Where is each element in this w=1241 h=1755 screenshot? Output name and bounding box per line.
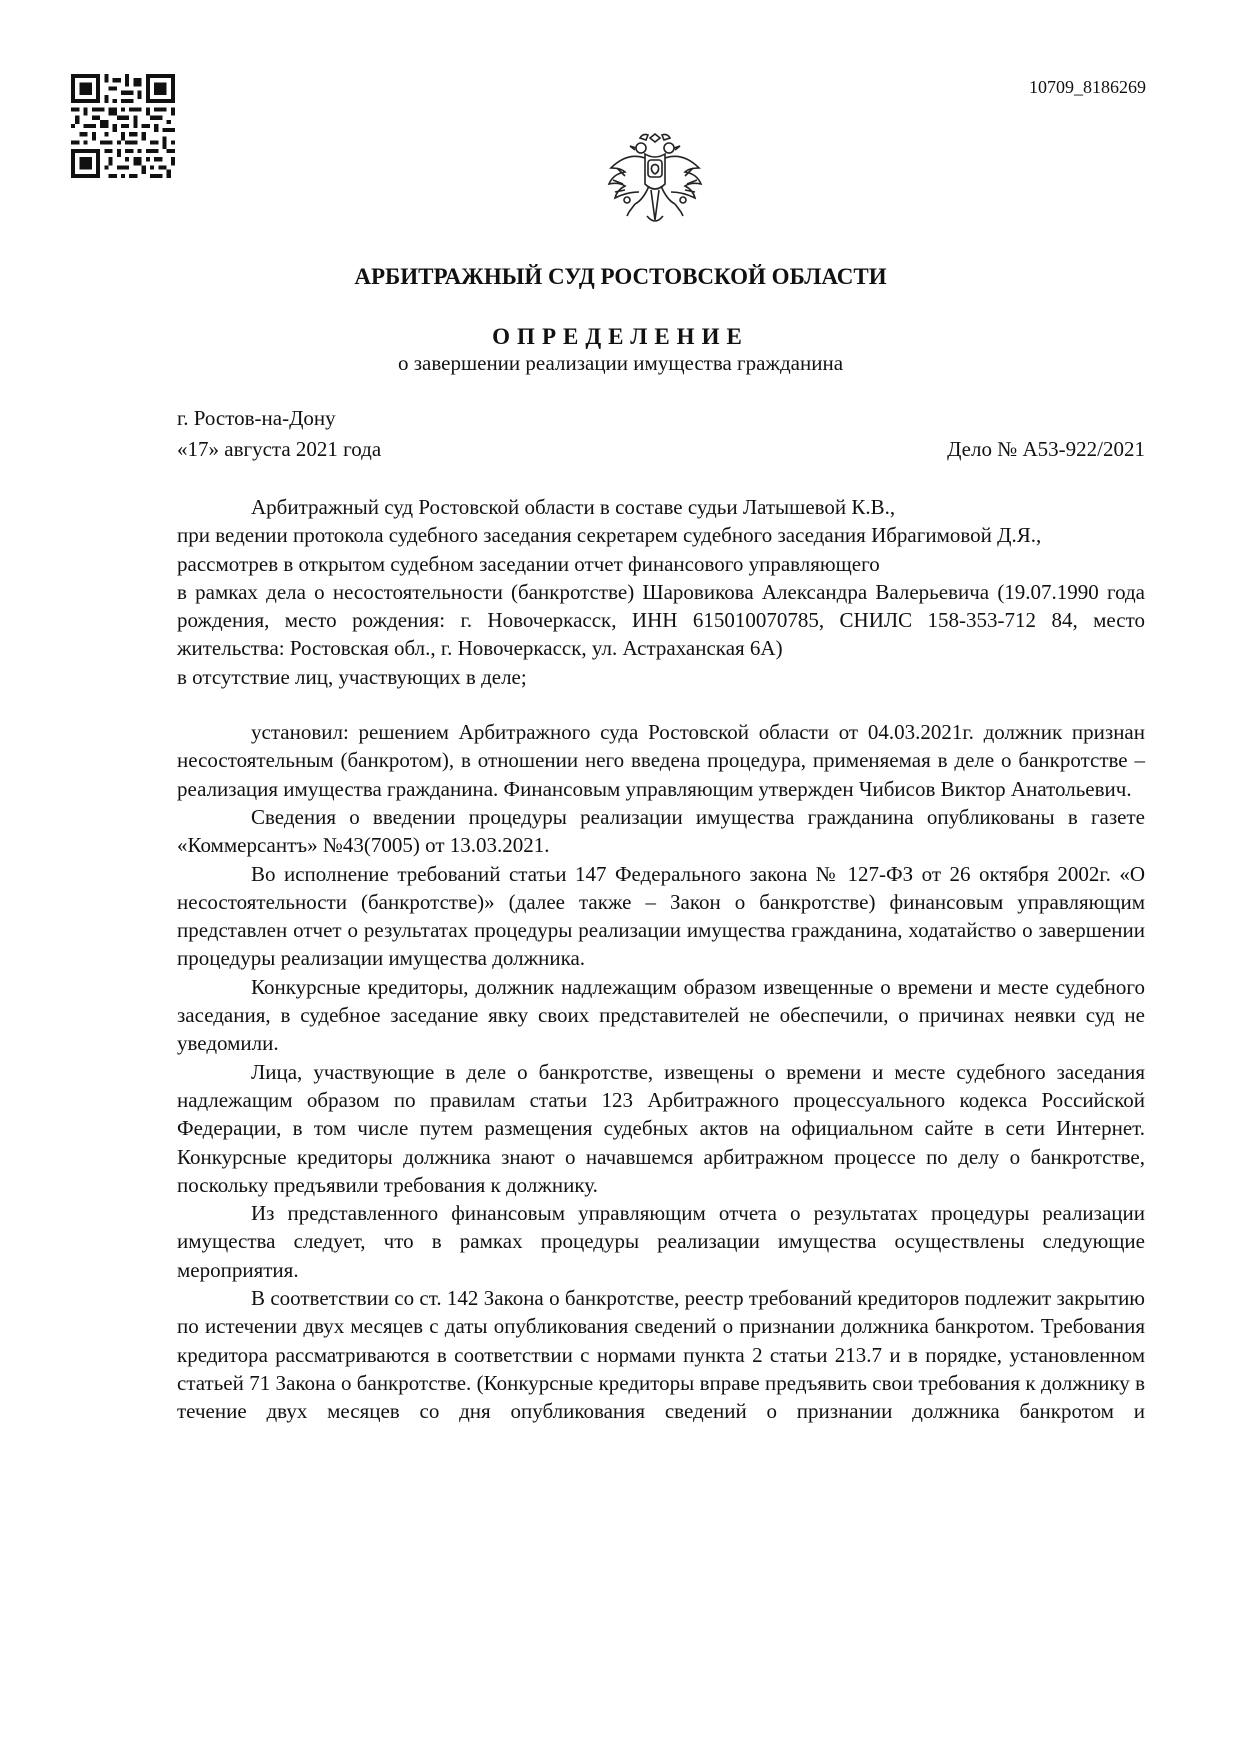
- document-body: [177, 493, 1145, 1426]
- body-paragraph: В соответствии со ст. 142 Закона о банкротстве, реестр требований кредиторов подлежит закрытию по истечении двух месяцев с даты опубликования сведений о признании должника банкротом. Требования кредитора рассматриваются в соответствии с нормами пункта 2 статьи 213.7 и в порядке, установленном статьей 71 Закона о банкротстве. (Конкурсные кредиторы вправе предъявить свои требования к должнику в течение двух месяцев со дня опубликования сведений о признании должника банкротом и: [177, 1286, 1145, 1424]
- body-paragraph: Лица, участвующие в деле о банкротстве, извещены о времени и месте судебного заседания надлежащим образом по правилам статьи 123 Арбитражного процессуального кодекса Российской Федерации, в том числе путем размещения судебных актов на официальном сайте в сети Интернет. Конкурсные кредиторы должника знают о начавшемся арбитражном процессе по делу о банкротстве, поскольку предъявили требования к должнику.: [177, 1059, 1145, 1197]
- intro-paragraph: в отсутствие лиц, участвующих в деле;: [177, 664, 527, 689]
- date-case-row: [177, 434, 1145, 465]
- intro-paragraph: рассмотрев в открытом судебном заседании отчет финансового управляющего: [177, 551, 880, 576]
- coat-of-arms-icon: [605, 128, 705, 232]
- city-row: [177, 403, 1145, 434]
- qr-code-icon: [71, 74, 175, 178]
- intro-paragraph: при ведении протокола судебного заседания секретарем судебного заседания Ибрагимовой Д.Я.,: [177, 523, 1042, 548]
- document-number: 10709_8186269: [1029, 77, 1146, 97]
- body-paragraph: установил: решением Арбитражного суда Ростовской области от 04.03.2021г. должник признан несостоятельным (банкротом), в отношении него введена процедура, применяемая в деле о банкротстве – реализация имущества гражданина. Финансовым управляющим утвержден Чибисов Виктор Анатольевич.: [177, 720, 1145, 801]
- intro-paragraph: в рамках дела о несостоятельности (банкротстве) Шаровикова Александра Валерьевича (19.07.1990 года рождения, место рождения: г. Новочеркасск, ИНН 615010070785, СНИЛС 158-353-712 84, место жительства: Ростовская обл., г. Новочеркасск, ул. Астраханская 6А): [177, 579, 1145, 661]
- document-subject: о завершении реализации имущества гражданина: [397, 351, 844, 375]
- body-paragraph: Во исполнение требований статьи 147 Федерального закона № 127-ФЗ от 26 октября 2002г. «О несостоятельности (банкротстве)» (далее также – Закон о банкротстве) финансовым управляющим представлен отчет о результатах процедуры реализации имущества гражданина, ходатайство о завершении процедуры реализации имущества должника.: [177, 861, 1145, 971]
- body-paragraph: Сведения о введении процедуры реализации имущества гражданина опубликованы в газете «Коммерсантъ» №43(7005) от 13.03.2021.: [177, 804, 1145, 858]
- decision-date: «17» августа 2021 года: [177, 437, 382, 461]
- document-type: ОПРЕДЕЛЕНИЕ: [492, 324, 749, 349]
- body-paragraph: Конкурсные кредиторы, должник надлежащим образом извещенные о времени и месте судебного заседания, в судебное заседание явку своих представителей не обеспечили, о причинах неявки суд не уведомили.: [177, 974, 1145, 1056]
- intro-paragraph: Арбитражный суд Ростовской области в составе судьи Латышевой К.В.,: [251, 495, 896, 519]
- body-paragraph: Из представленного финансовым управляющим отчета о результатах процедуры реализации имущества следует, что в рамках процедуры реализации имущества осуществлены следующие мероприятия.: [177, 1201, 1145, 1282]
- city: г. Ростов-на-Дону: [177, 406, 336, 430]
- case-number: Дело № А53-922/2021: [947, 437, 1145, 461]
- court-name: АРБИТРАЖНЫЙ СУД РОСТОВСКОЙ ОБЛАСТИ: [354, 264, 887, 289]
